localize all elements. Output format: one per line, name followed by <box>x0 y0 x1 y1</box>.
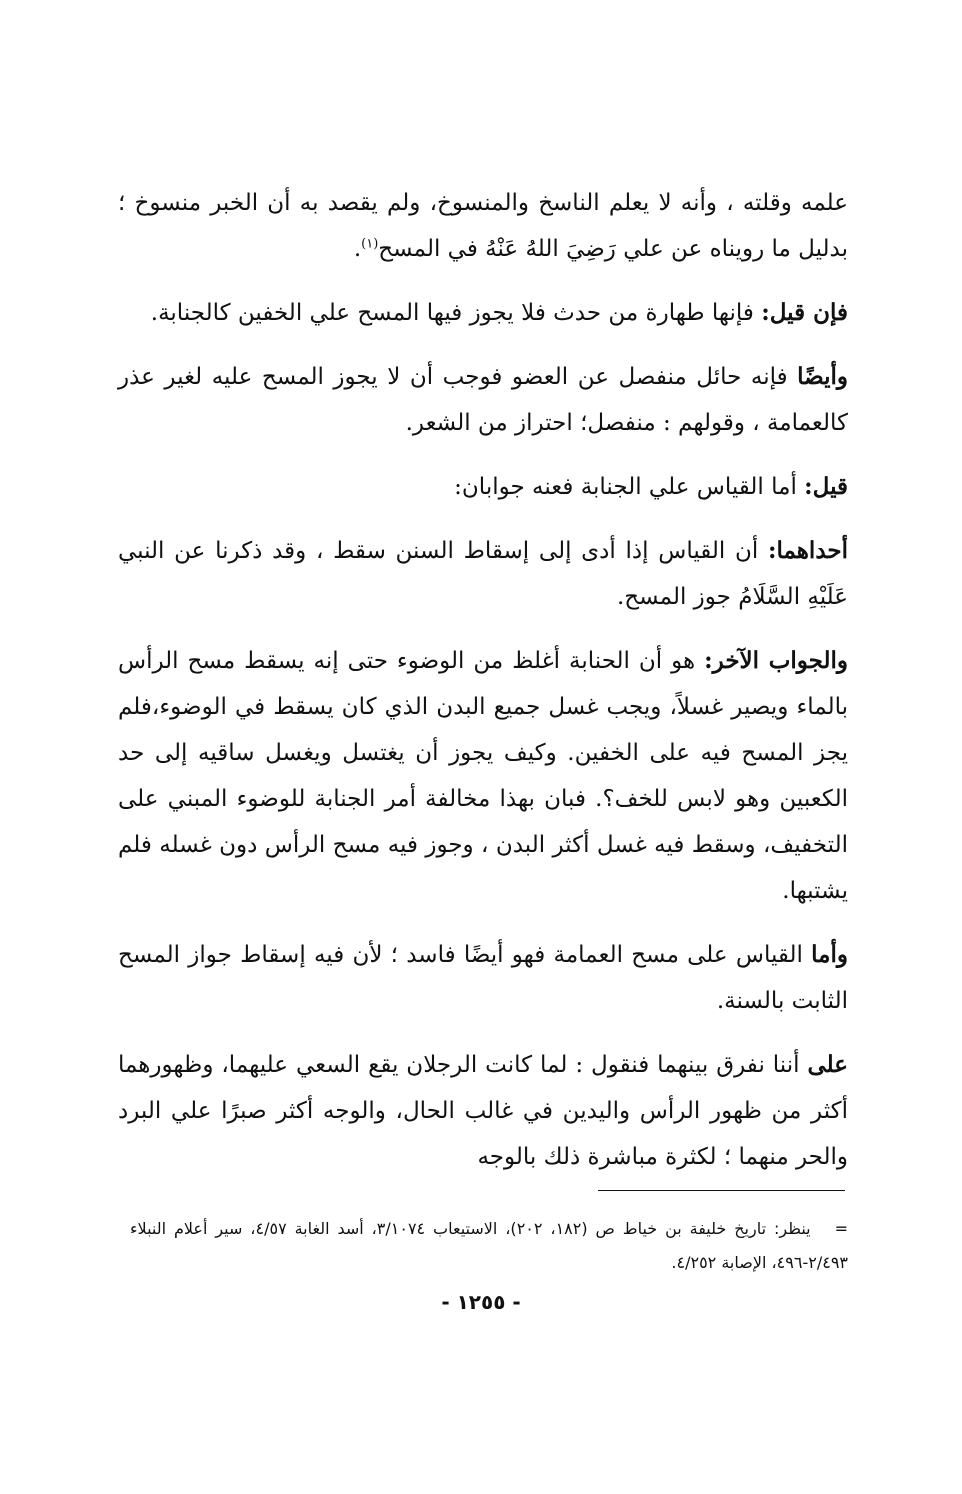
main-text <box>118 180 848 1198</box>
page-number: - ١٢٥٥ - <box>441 1290 521 1314</box>
paragraph-text: أن القياس إذا أدى إلى إسقاط السنن سقط ، وقد ذكرنا عن النبي عَلَيْهِ السَّلَامُ جوز المسح. <box>118 538 848 610</box>
paragraph-2 <box>118 290 848 336</box>
paragraph-3 <box>118 354 848 446</box>
paragraph-text: أما القياس علي الجنابة فعنه جوابان: <box>454 474 805 500</box>
paragraph-text: فإنه حائل منفصل عن العضو فوجب أن لا يجوز المسح عليه لغير عذر كالعمامة ، وقولهم : منفصل؛ احتراز من الشعر. <box>118 364 848 436</box>
paragraph-lead: على <box>807 1051 848 1078</box>
paragraph-end: . <box>353 236 362 262</box>
paragraph-text: علمه وقلته ، وأنه لا يعلم الناسخ والمنسوخ، ولم يقصد به أن الخبر منسوخ ؛ بدليل ما رويناه عن علي رَضِيَ اللهُ عَنْهُ في المسح <box>118 190 848 262</box>
paragraph-6 <box>118 638 848 914</box>
footnote <box>130 1212 848 1280</box>
paragraph-8 <box>118 1042 848 1180</box>
footnote-text: ينظر: تاريخ خليفة بن خياط ص (١٨٢، ٢٠٢)، الاستيعاب ٣/١٠٧٤، أسد الغابة ٤/٥٧، سير أعلام النبلاء ٢/٤٩٣-٤٩٦، الإصابة ٤/٢٥٢. <box>130 1219 848 1272</box>
paragraph-lead: فإن قيل: <box>761 299 848 326</box>
paragraph-5 <box>118 528 848 620</box>
paragraph-text: أننا نفرق بينهما فنقول : لما كانت الرجلان يقع السعي عليهما، وظهورهما أكثر من ظهور الرأس واليدين في غالب الحال، والوجه أكثر صبرًا علي البرد والحر منهما ؛ لكثرة مباشرة ذلك بالوجه <box>118 1052 848 1170</box>
footnote-reference[interactable]: (١) <box>361 236 379 252</box>
paragraph-7 <box>118 932 848 1024</box>
paragraph-4 <box>118 464 848 510</box>
paragraph-lead: أحداهما: <box>768 537 848 564</box>
paragraph-text: هو أن الحنابة أغلظ من الوضوء حتى إنه يسقط مسح الرأس بالماء ويصير غسلاً، ويجب غسل جميع البدن الذي كان يسقط في الوضوء،فلم يجز المسح فيه على الخفين. وكيف يجوز أن يغتسل ويغسل ساقيه إلى حد الكعبين وهو لابس للخف؟. فبان بهذا مخالفة أمر الجنابة للوضوء المبني على التخفيف، وسقط فيه غسل أكثر البدن ، وجوز فيه مسح الرأس دون غسله فلم يشتبها. <box>118 648 848 904</box>
footnote-continuation-marker: = <box>834 1219 849 1238</box>
paragraph-text: القياس على مسح العمامة فهو أيضًا فاسد ؛ لأن فيه إسقاط جواز المسح الثابت بالسنة. <box>118 942 848 1014</box>
footnote-divider <box>598 1190 845 1191</box>
paragraph-lead: والجواب الآخر: <box>704 647 848 674</box>
paragraph-text: فإنها طهارة من حدث فلا يجوز فيها المسح علي الخفين كالجنابة. <box>150 300 762 326</box>
paragraph-1 <box>118 180 848 272</box>
paragraph-lead: وأيضًا <box>797 363 848 390</box>
paragraph-lead: وأما <box>811 941 848 968</box>
paragraph-lead: قيل: <box>804 473 848 500</box>
